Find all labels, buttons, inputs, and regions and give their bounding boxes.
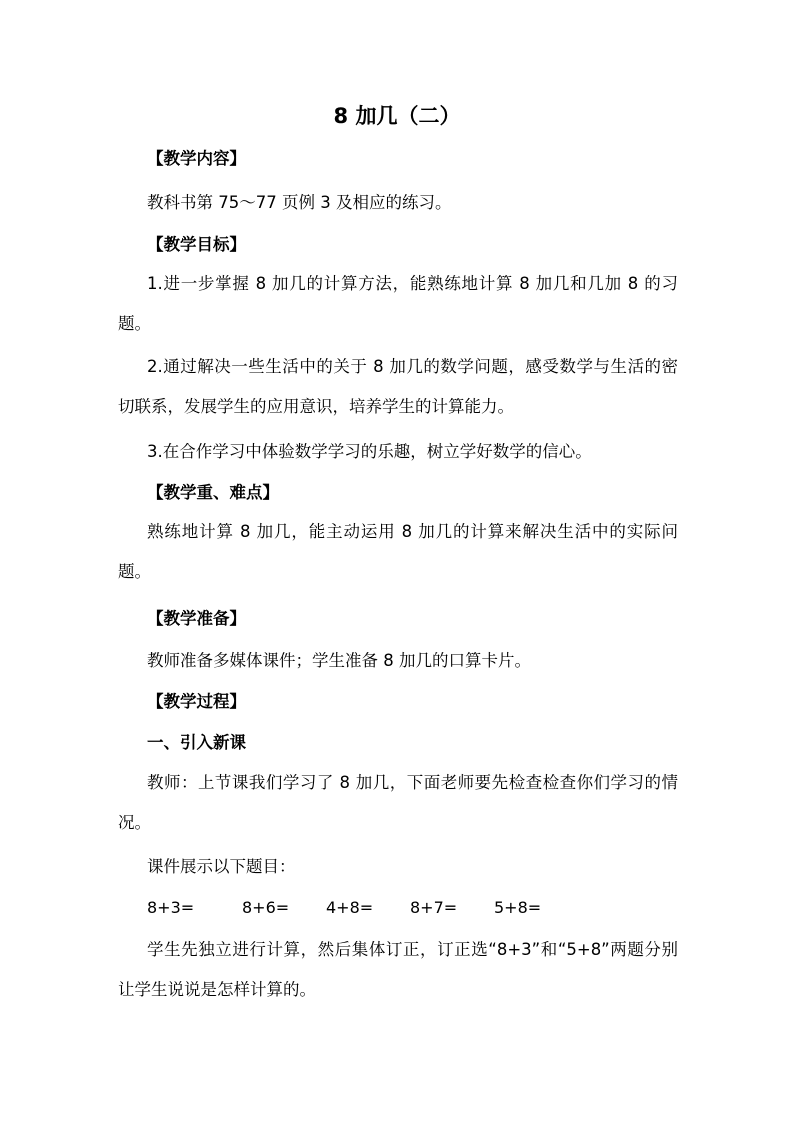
preparation-text: 教师准备多媒体课件；学生准备 8 加几的口算卡片。 (147, 651, 531, 670)
content-text: 教科书第 75～77 页例 3 及相应的练习。 (147, 193, 452, 212)
formula-item: 8+6= (242, 898, 290, 917)
section-heading-preparation: 【教学准备】 (147, 609, 246, 628)
key-points-text: 熟练地计算 8 加几，能主动运用 8 加几的计算来解决生活中的实际问题。 (118, 522, 678, 581)
formula-item: 8+7= (410, 898, 458, 917)
step-heading-intro: 一、引入新课 (147, 733, 246, 752)
goal-item-2: 2.通过解决一些生活中的关于 8 加几的数学问题，感受数学与生活的密切联系，发展学生的应用意识，培养学生的计算能力。 (118, 357, 678, 416)
intro-teacher-text: 教师：上节课我们学习了 8 加几，下面老师要先检查检查你们学习的情况。 (118, 773, 678, 832)
section-heading-process: 【教学过程】 (147, 692, 246, 711)
page-title: 8 加几（二） (333, 104, 461, 128)
formula-item: 5+8= (494, 898, 542, 917)
section-heading-goals: 【教学目标】 (147, 235, 246, 254)
goal-item-1: 1.进一步掌握 8 加几的计算方法，能熟练地计算 8 加几和几加 8 的习题。 (118, 274, 678, 333)
intro-show-text: 课件展示以下题目： (147, 857, 296, 876)
formula-item: 4+8= (326, 898, 374, 917)
goal-item-3: 3.在合作学习中体验数学学习的乐趣，树立学好数学的信心。 (147, 442, 592, 461)
section-heading-key-points: 【教学重、难点】 (147, 483, 279, 502)
intro-after-text: 学生先独立进行计算，然后集体订正，订正选“8+3”和“5+8”两题分别让学生说说是怎样计算的。 (118, 940, 678, 999)
section-heading-content: 【教学内容】 (147, 149, 246, 168)
formula-item: 8+3= (147, 898, 195, 917)
